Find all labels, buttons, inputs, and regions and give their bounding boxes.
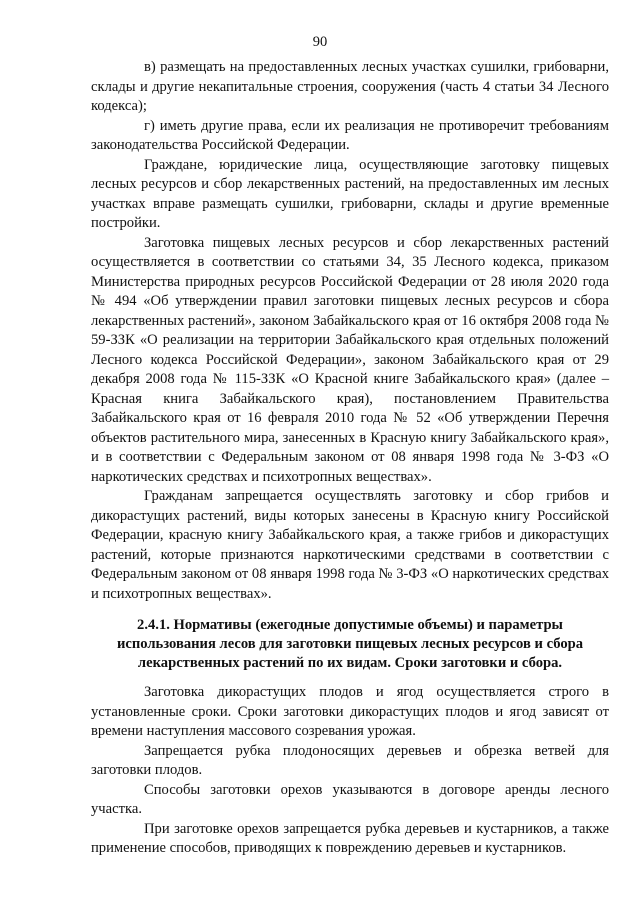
paragraph: Способы заготовки орехов указываются в договоре аренды лесного участка. <box>91 781 609 817</box>
paragraph: Запрещается рубка плодоносящих деревьев и обрезка ветвей для заготовки плодов. <box>91 742 609 778</box>
page-number: 90 <box>312 34 328 50</box>
paragraph: в) размещать на предоставленных лесных участках сушилки, грибоварни, склады и другие некапитальные строения, сооружения (часть 4 статьи 34 Лесного кодекса); <box>91 59 609 114</box>
paragraph: Гражданам запрещается осуществлять заготовку и сбор грибов и дикорастущих растений, виды которых занесены в Красную книгу Российской Федерации, красную книгу Забайкальского края, а также грибов и дикорастущих растений, которые признаются наркотическими средствами в соответствии с Федеральным законом от 08 января 1998 года № 3-ФЗ «О наркотических средствах и психотропных веществах». <box>91 488 609 602</box>
paragraph: Заготовка пищевых лесных ресурсов и сбор лекарственных растений осуществляется в соответствии со статьями 34, 35 Лесного кодекса, приказом Министерства природных ресурсов Российской Федерации от 28 июля 2020 года № 494 «Об утверждении правил заготовки пищевых лесных ресурсов и сбора лекарственных растений», законом Забайкальского края от 16 октября 2008 года № 59-ЗЗК «О реализации на территории Забайкальского края отдельных положений Лесного кодекса Российской Федерации», законом Забайкальского края от 29 декабря 2008 года № 115-ЗЗК «О Красной книге Забайкальского края» (далее – Красная книга Забайкальского края), постановлением Правительства Забайкальского края от 16 февраля 2010 года № 52 «Об утверждении Перечня объектов растительного мира, занесенных в Красную книгу Забайкальского края», и в соответствии с Федеральным законом от 08 января 1998 года № 3-ФЗ «О наркотических средствах и психотропных веществах». <box>91 234 609 485</box>
section-heading: 2.4.1. Нормативы (ежегодные допустимые объемы) и параметры использования лесов для заготовки пищевых лесных ресурсов и сбора лекарственных растений по их видам. Сроки заготовки и сбора. <box>116 617 584 671</box>
paragraph: Граждане, юридические лица, осуществляющие заготовку пищевых лесных ресурсов и сбор лекарственных растений, на предоставленных им лесных участках вправе размещать сушилки, грибоварни, склады и другие временные постройки. <box>91 156 609 231</box>
paragraph: Заготовка дикорастущих плодов и ягод осуществляется строго в установленные сроки. Сроки заготовки дикорастущих плодов и ягод зависят от времени наступления массового созревания урожая. <box>91 684 609 739</box>
paragraph: г) иметь другие права, если их реализация не противоречит требованиям законодательства Российской Федерации. <box>91 117 609 153</box>
paragraph: При заготовке орехов запрещается рубка деревьев и кустарников, а также применение способов, приводящих к повреждению деревьев и кустарников. <box>91 820 609 856</box>
document-body <box>91 58 609 859</box>
